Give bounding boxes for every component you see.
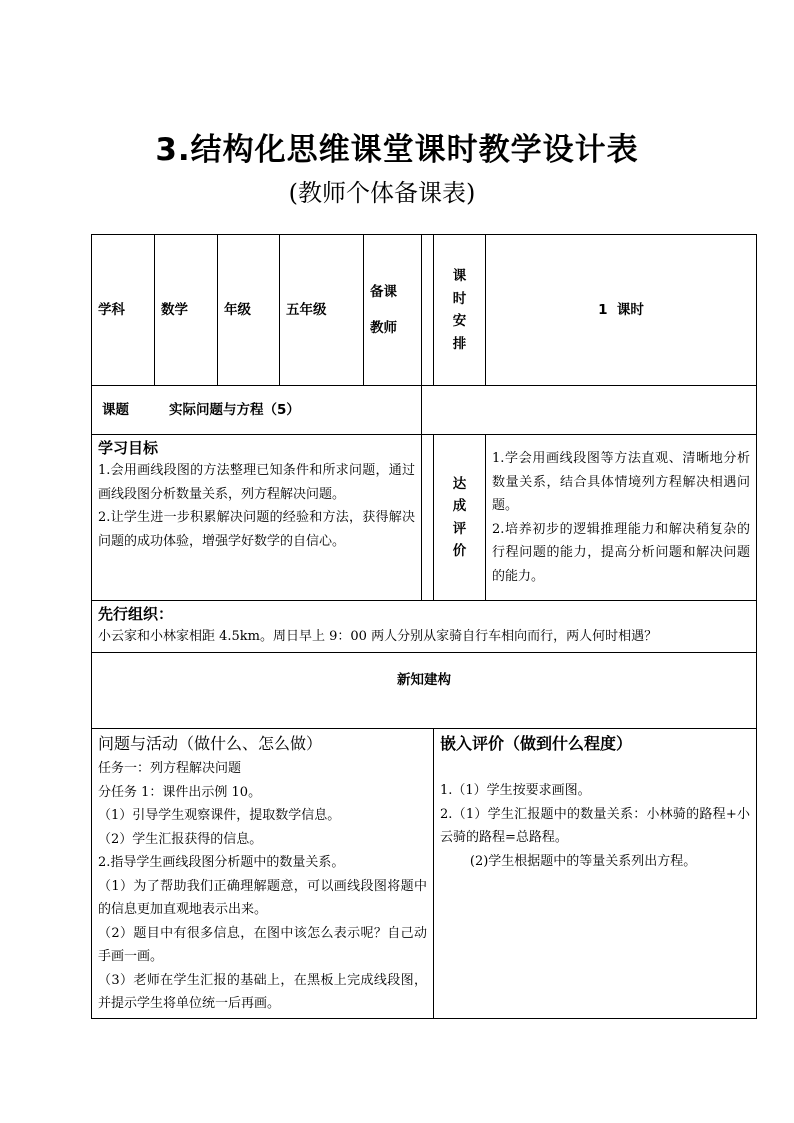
schedule-char: 时 [452,290,467,307]
activity-line: （2）题目中有很多信息，在图中该怎么表示呢？自己动手画一画。 [98,925,427,964]
evaluation-item: 1.学会用画线段图等方法直观、清晰地分析数量关系，结合具体情境列方程解决相遇问题。 [492,451,750,513]
document-title: 3.结构化思维课堂课时教学设计表 [155,132,639,168]
schedule-label [434,235,486,386]
schedule-value: 1 课时 [486,235,757,386]
activity-line: 任务一：列方程解决问题 [98,761,242,776]
teacher-label-line-2: 教师 [370,320,397,336]
teacher-label [364,235,422,386]
objectives-row [92,435,757,601]
activity-line: 2.指导学生画线段图分析题中的数量关系。 [98,855,345,870]
activity-line: （1）为了帮助我们正确理解题意，可以画线段图将题中的信息更加直观地表示出来。 [98,878,427,917]
topic-row [92,386,757,435]
new-knowledge-row [92,653,757,729]
teacher-value-cell [422,235,434,386]
embedded-evaluation-line: 1.（1）学生按要求画图。 [440,783,591,798]
schedule-char: 安 [452,313,467,329]
objectives-gap-cell [422,435,434,601]
activity-line: （3）老师在学生汇报的基础上，在黑板上完成线段图，并提示学生将单位统一后再画。 [98,972,427,1011]
evaluation-cell [486,435,757,601]
subject-value: 数学 [155,235,218,386]
objectives-heading: 学习目标 [98,439,159,457]
evaluation-list [492,447,750,588]
objective-item: 1.会用画线段图的方法整理已知条件和所求问题，通过画线段图分析数量关系，列方程解决问题。 [98,463,415,502]
objective-item: 2.让学生进一步积累解决问题的经验和方法，获得解决问题的成功体验，增强学好数学的自信心。 [98,510,415,549]
header-row [92,235,757,386]
document-subtitle: (教师个体备课表) [288,179,476,207]
evaluation-char: 成 [452,498,467,514]
objectives-cell [92,435,422,601]
schedule-char: 课 [452,268,467,284]
objectives-list [98,459,415,553]
grade-label: 年级 [218,235,280,386]
evaluation-char: 评 [452,520,467,537]
embedded-evaluation-list [440,779,750,873]
activities-heading: 问题与活动（做什么、怎么做） [98,734,323,753]
topic-value: 实际问题与方程（5） [169,401,300,418]
embedded-evaluation-cell [434,729,757,1019]
new-knowledge-heading: 新知建构 [92,653,757,729]
schedule-char: 排 [452,335,467,352]
advance-organizer-heading: 先行组织： [98,605,174,623]
activities-row [92,729,757,1019]
activity-line: （1）引导学生观察课件，提取数学信息。 [98,808,341,823]
evaluation-label [434,435,486,601]
evaluation-char: 价 [452,543,467,559]
evaluation-char: 达 [452,475,467,492]
embedded-evaluation-heading-text: 嵌入评价（做到什么程度） [440,734,633,753]
subject-label: 学科 [92,235,155,386]
advance-organizer-text: 小云家和小林家相距 4.5km。周日早上 9：00 两人分别从家骑自行车相向而行，两人何时相遇？ [98,629,658,644]
advance-organizer-row [92,601,757,653]
embedded-evaluation-line: (2)学生根据题中的等量关系列出方程。 [469,853,697,869]
embedded-evaluation-heading [440,731,750,757]
activities-list [98,757,427,1016]
topic-label: 课题 [102,401,129,418]
teacher-label-line-1: 备课 [370,284,397,300]
advance-organizer-cell [92,601,757,653]
lesson-plan-table [91,234,757,1019]
activities-cell [92,729,434,1019]
topic-empty-cell [422,386,757,435]
topic-cell [92,386,422,435]
activity-line: 分任务 1：课件出示例 10。 [98,784,262,800]
embedded-evaluation-line: 2.（1）学生汇报题中的数量关系：小林骑的路程+小云骑的路程=总路程。 [440,806,750,845]
evaluation-item: 2.培养初步的逻辑推理能力和解决稍复杂的行程问题的能力，提高分析问题和解决问题的能力。 [492,521,750,584]
activity-line: （2）学生汇报获得的信息。 [98,831,263,847]
grade-value: 五年级 [280,235,364,386]
